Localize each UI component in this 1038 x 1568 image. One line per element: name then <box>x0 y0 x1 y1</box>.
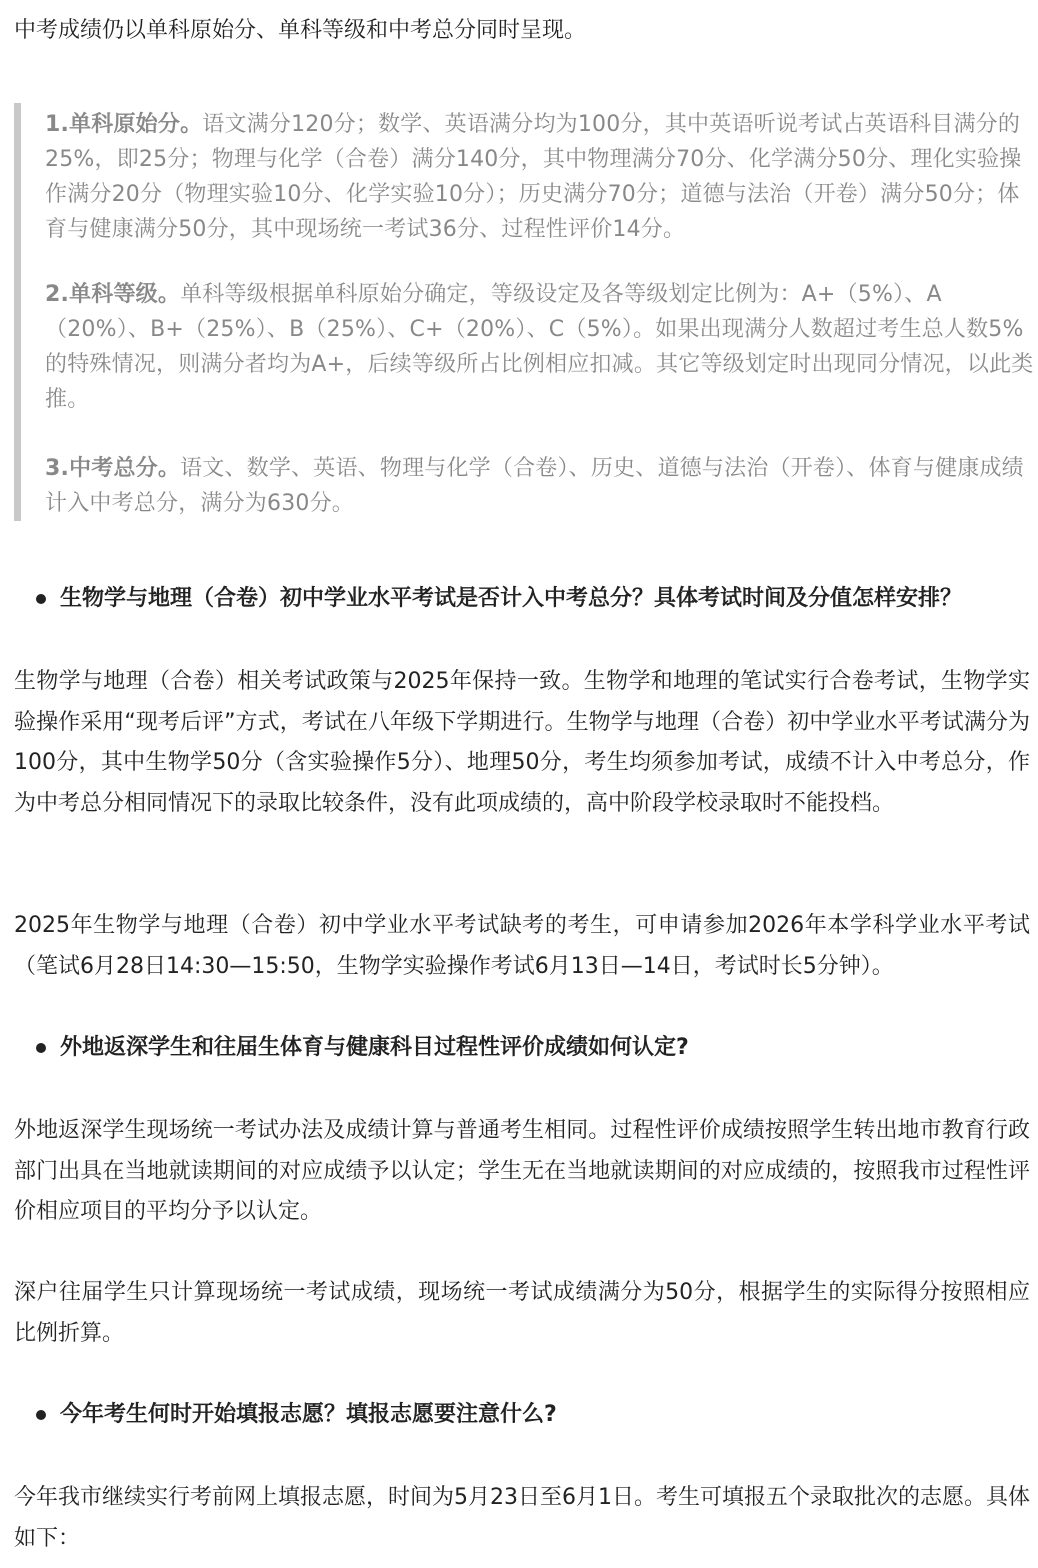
quote-item-title: 1.单科原始分。 <box>45 112 203 137</box>
paragraph-biology-policy: 生物学与地理（合卷）相关考试政策与2025年保持一致。生物学和地理的笔试实行合卷考试，生物学实验操作采用“现考后评”方式，考试在八年级下学期进行。生物学与地理（合卷）初中学业水平考试满分为100分，其中生物学50分（含实验操作5分）、地理50分，考生均须参加考试，成绩不计入中考总分，作为中考总分相同情况下的录取比较条件，没有此项成绩的，高中阶段学校录取时不能投档。 <box>14 669 1030 816</box>
paragraph-previous-graduates: 深户往届学生只计算现场统一考试成绩，现场统一考试成绩满分为50分，根据学生的实际得分按照相应比例折算。 <box>14 1280 1030 1346</box>
bullet-icon <box>36 1043 46 1053</box>
blockquote <box>14 103 1034 521</box>
quote-item-title: 2.单科等级。 <box>45 282 181 307</box>
quote-item-grade-level <box>45 277 1037 417</box>
quote-item-title: 3.中考总分。 <box>45 456 181 481</box>
bullet-icon <box>36 594 46 604</box>
quote-item-total-score <box>45 451 1037 521</box>
paragraph-returning-students: 外地返深学生现场统一考试办法及成绩计算与普通考生相同。过程性评价成绩按照学生转出地市教育行政部门出具在当地就读期间的对应成绩予以认定；学生无在当地就读期间的对应成绩的，按照我市过程性评价相应项目的平均分予以认定。 <box>14 1118 1030 1224</box>
section-heading-text: 生物学与地理（合卷）初中学业水平考试是否计入中考总分？具体考试时间及分值怎样安排？ <box>60 586 963 611</box>
quote-item-body: 单科等级根据单科原始分确定，等级设定及各等级划定比例为：A+（5%）、A（20%）、B+（25%）、B（25%）、C+（20%）、C（5%）。如果出现满分人数超过考生总人数5%的特殊情况，则满分者均为A+，后续等级所占比例相应扣减。其它等级划定时出现同分情况，以此类推。 <box>45 282 1034 412</box>
section-heading-text: 外地返深学生和往届生体育与健康科目过程性评价成绩如何认定? <box>60 1035 689 1060</box>
section-heading-text: 今年考生何时开始填报志愿？填报志愿要注意什么? <box>60 1402 557 1427</box>
paragraph-application-time: 今年我市继续实行考前网上填报志愿，时间为5月23日至6月1日。考生可填报五个录取批次的志愿。具体如下： <box>14 1485 1030 1551</box>
quote-item-raw-score <box>45 107 1037 247</box>
bullet-icon <box>36 1410 46 1420</box>
paragraph-biology-makeup-exam: 2025年生物学与地理（合卷）初中学业水平考试缺考的考生，可申请参加2026年本学科学业水平考试（笔试6月28日14:30—15:50，生物学实验操作考试6月13日—14日，考试时长5分钟）。 <box>14 913 1030 979</box>
quote-item-body: 语文、数学、英语、物理与化学（合卷）、历史、道德与法治（开卷）、体育与健康成绩计入中考总分，满分为630分。 <box>45 456 1024 516</box>
quote-item-body: 语文满分120分；数学、英语满分均为100分，其中英语听说考试占英语科目满分的25%，即25分；物理与化学（合卷）满分140分，其中物理满分70分、化学满分50分、理化实验操作满分20分（物理实验10分、化学实验10分）；历史满分70分；道德与法治（开卷）满分50分；体育与健康满分50分，其中现场统一考试36分、过程性评价14分。 <box>45 112 1022 242</box>
intro-paragraph: 中考成绩仍以单科原始分、单科等级和中考总分同时呈现。 <box>14 18 587 43</box>
